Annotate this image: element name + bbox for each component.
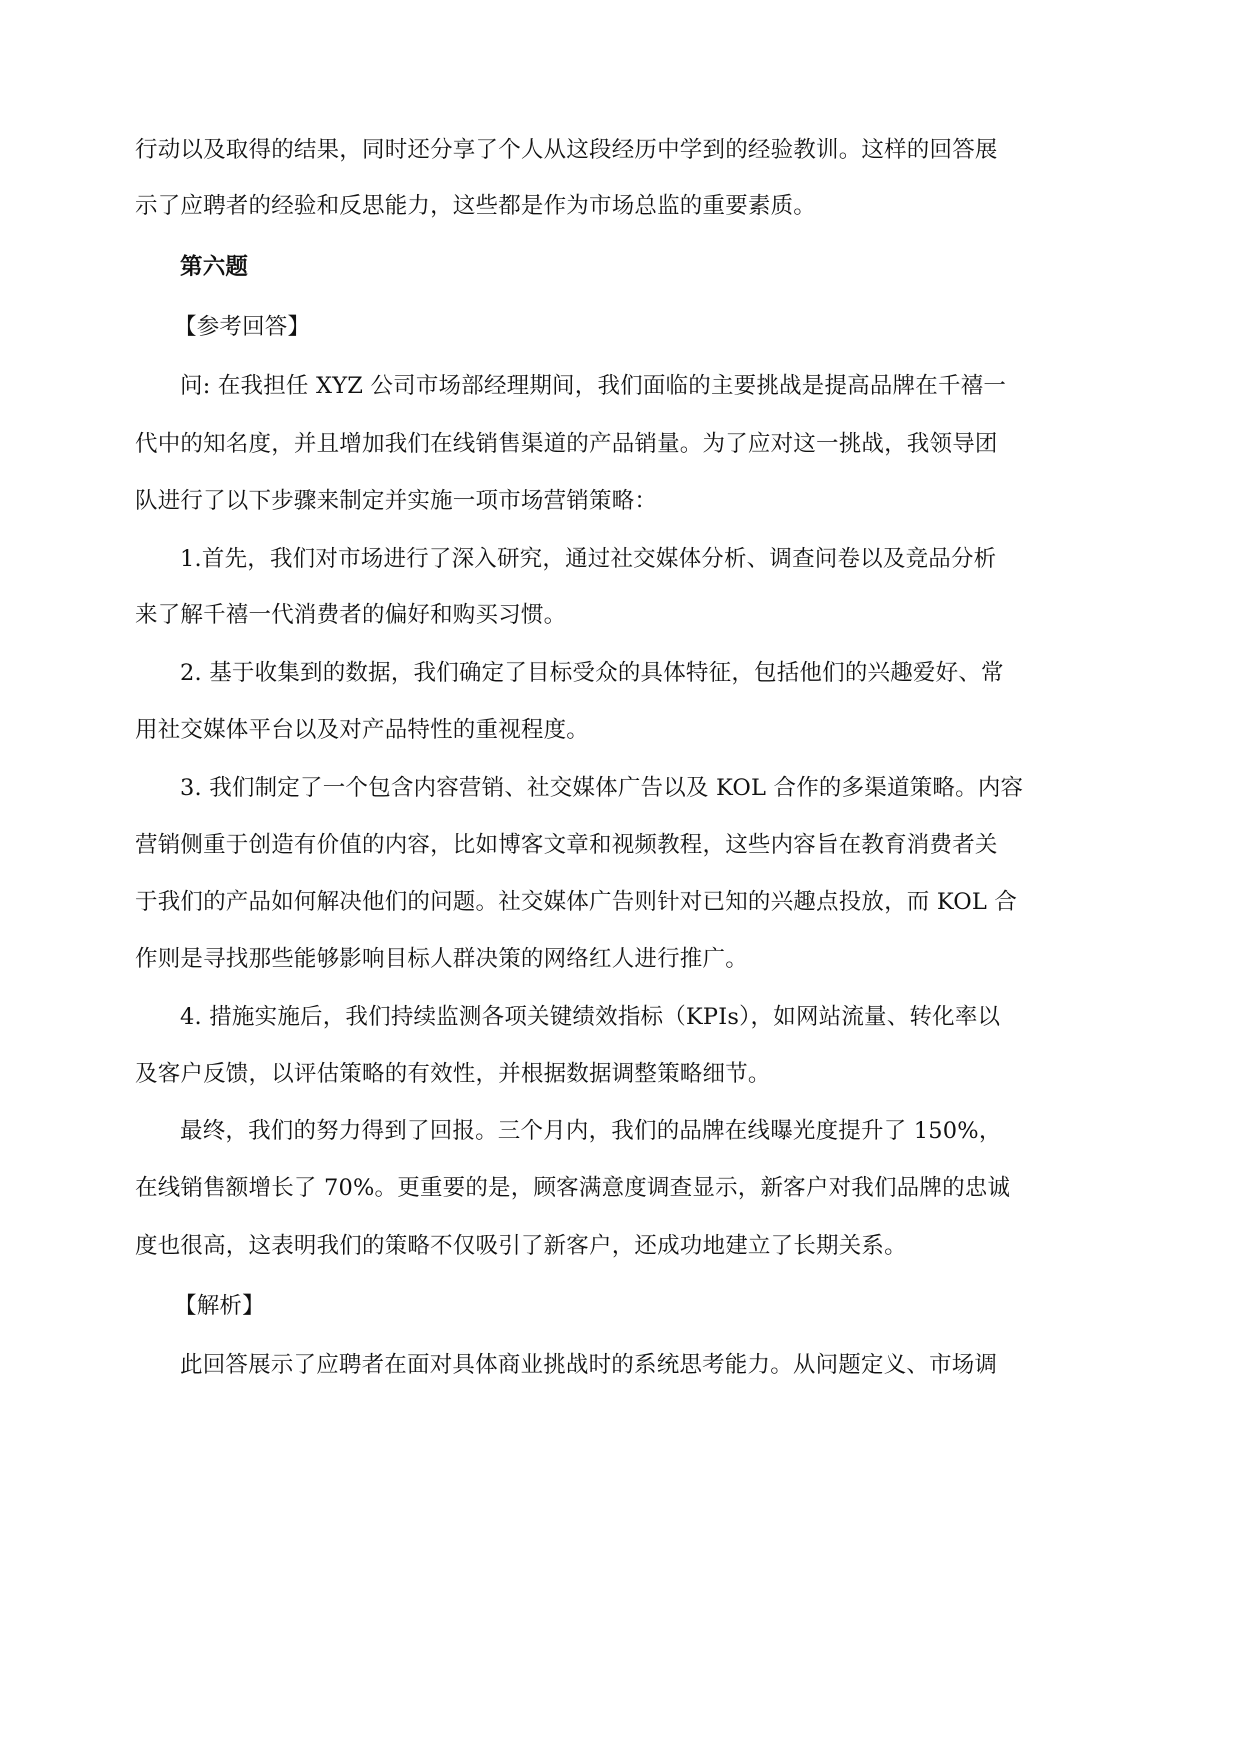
answer-label: 【参考回答】 — [174, 314, 311, 340]
list-item-line: 营销侧重于创造有价值的内容，比如博客文章和视频教程，这些内容旨在教育消费者关 — [135, 832, 998, 858]
list-item-line: 4. 措施实施后，我们持续监测各项关键绩效指标（KPIs），如网站流量、转化率以 — [180, 1004, 1001, 1030]
paragraph-line: 队进行了以下步骤来制定并实施一项市场营销策略： — [135, 488, 658, 514]
paragraph-line: 代中的知名度，并且增加我们在线销售渠道的产品销量。为了应对这一挑战，我领导团 — [135, 431, 998, 457]
paragraph-line: 此回答展示了应聘者在面对具体商业挑战时的系统思考能力。从问题定义、市场调 — [180, 1352, 998, 1378]
list-item-line: 2. 基于收集到的数据，我们确定了目标受众的具体特征，包括他们的兴趣爱好、常 — [180, 660, 1004, 686]
section-heading: 第六题 — [180, 254, 249, 280]
list-item-line: 及客户反馈，以评估策略的有效性，并根据数据调整策略细节。 — [135, 1061, 771, 1087]
paragraph-line: 行动以及取得的结果，同时还分享了个人从这段经历中学到的经验教训。这样的回答展 — [135, 137, 998, 163]
list-item-line: 作则是寻找那些能够影响目标人群决策的网络红人进行推广。 — [135, 946, 748, 972]
paragraph-line: 在线销售额增长了 70%。更重要的是，顾客满意度调查显示，新客户对我们品牌的忠诚 — [135, 1175, 1011, 1201]
list-item-line: 3. 我们制定了一个包含内容营销、社交媒体广告以及 KOL 合作的多渠道策略。内容 — [180, 775, 1024, 801]
paragraph-line: 示了应聘者的经验和反思能力，这些都是作为市场总监的重要素质。 — [135, 193, 817, 219]
list-item-line: 用社交媒体平台以及对产品特性的重视程度。 — [135, 717, 590, 743]
paragraph-line: 最终，我们的努力得到了回报。三个月内，我们的品牌在线曝光度提升了 150%， — [180, 1118, 1002, 1144]
list-item-line: 于我们的产品如何解决他们的问题。社交媒体广告则针对已知的兴趣点投放，而 KOL 合 — [135, 889, 1018, 915]
list-item-line: 来了解千禧一代消费者的偏好和购买习惯。 — [135, 602, 567, 628]
analysis-label: 【解析】 — [174, 1293, 265, 1319]
paragraph-line: 度也很高，这表明我们的策略不仅吸引了新客户，还成功地建立了长期关系。 — [135, 1233, 907, 1259]
list-item-line: 1.首先，我们对市场进行了深入研究，通过社交媒体分析、调查问卷以及竞品分析 — [180, 546, 997, 572]
paragraph-line: 问: 在我担任 XYZ 公司市场部经理期间，我们面临的主要挑战是提高品牌在千禧一 — [180, 373, 1007, 399]
